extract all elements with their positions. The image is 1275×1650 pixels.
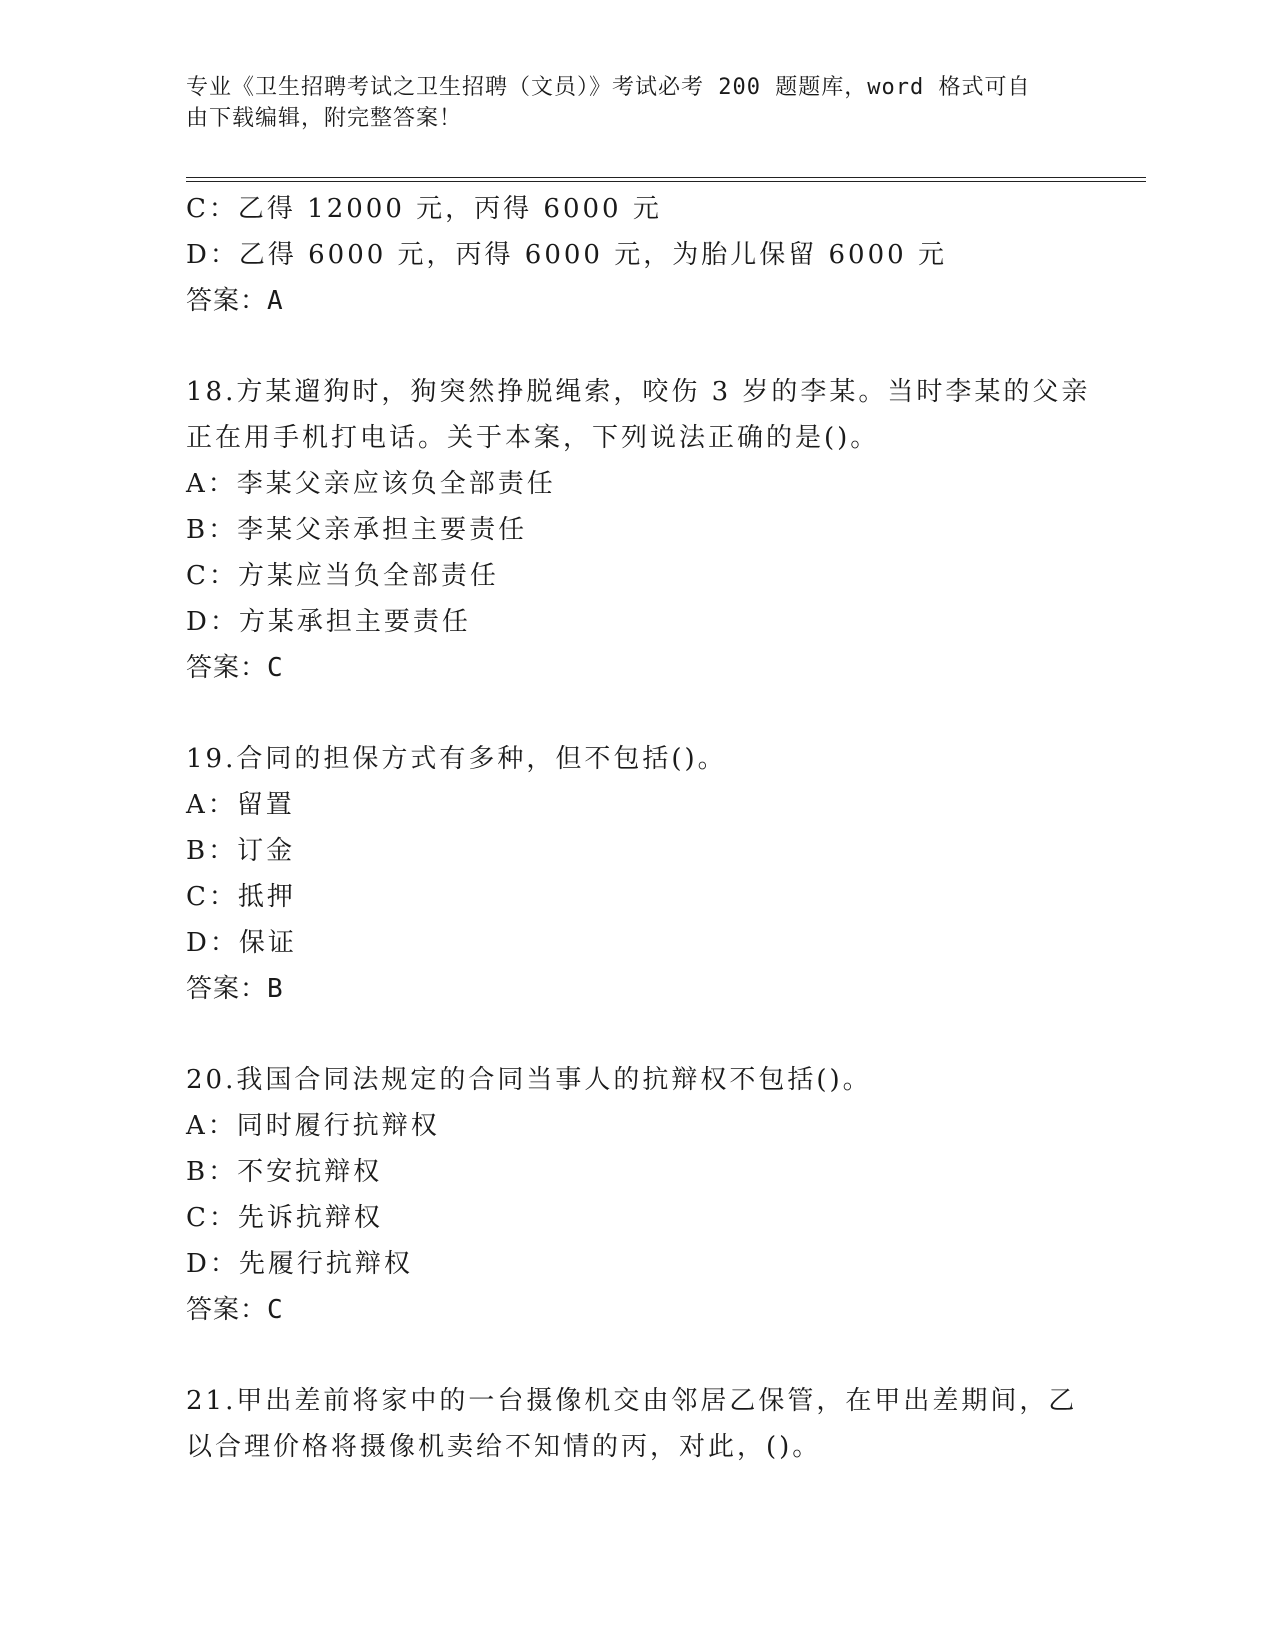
- question-17-carryover: [186, 186, 1076, 324]
- option-a: A：留置: [186, 790, 295, 820]
- question-20: [186, 1057, 1076, 1333]
- option-d: D：乙得 6000 元，丙得 6000 元，为胎儿保留 6000 元: [186, 240, 947, 270]
- question-21: [186, 1378, 1076, 1470]
- question-stem-line: 以合理价格将摄像机卖给不知情的丙，对此，()。: [186, 1432, 822, 1462]
- question-stem-line: 21.甲出差前将家中的一台摄像机交由邻居乙保管，在甲出差期间，乙: [186, 1386, 1078, 1416]
- header-divider-top: [186, 177, 1146, 178]
- header-line-1: 专业《卫生招聘考试之卫生招聘（文员）》考试必考 200 题题库，word 格式可自: [186, 75, 1031, 100]
- question-19: [186, 736, 1076, 1012]
- option-d: D：方某承担主要责任: [186, 607, 471, 637]
- answer-line: 答案：A: [186, 286, 284, 316]
- option-d: D：保证: [186, 928, 297, 958]
- answer-line: 答案：C: [186, 653, 284, 683]
- option-b: B：订金: [186, 836, 296, 866]
- option-a: A：李某父亲应该负全部责任: [186, 469, 556, 499]
- question-stem-line: 18.方某遛狗时，狗突然挣脱绳索，咬伤 3 岁的李某。当时李某的父亲: [186, 377, 1091, 407]
- option-a: A：同时履行抗辩权: [186, 1111, 440, 1141]
- option-c: C：抵押: [186, 882, 296, 912]
- document-header: [186, 72, 1076, 134]
- question-stem-line: 20.我国合同法规定的合同当事人的抗辩权不包括()。: [186, 1065, 872, 1095]
- option-c: C：乙得 12000 元，丙得 6000 元: [186, 194, 662, 224]
- question-content: [186, 186, 1091, 1470]
- question-18: [186, 369, 1091, 691]
- header-divider-bottom: [186, 181, 1146, 182]
- question-stem-line: 19.合同的担保方式有多种，但不包括()。: [186, 744, 727, 774]
- option-c: C：方某应当负全部责任: [186, 561, 499, 591]
- option-d: D：先履行抗辩权: [186, 1249, 413, 1279]
- option-b: B：不安抗辩权: [186, 1157, 383, 1187]
- option-b: B：李某父亲承担主要责任: [186, 515, 528, 545]
- header-line-2: 由下载编辑，附完整答案！: [186, 106, 463, 131]
- option-c: C：先诉抗辩权: [186, 1203, 383, 1233]
- answer-line: 答案：B: [186, 974, 284, 1004]
- question-stem-line: 正在用手机打电话。关于本案，下列说法正确的是()。: [186, 423, 880, 453]
- answer-line: 答案：C: [186, 1295, 284, 1325]
